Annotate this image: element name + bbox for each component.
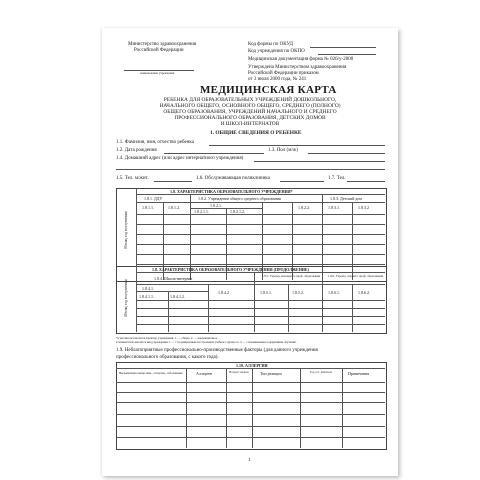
table-1-8-row-line <box>136 224 385 225</box>
col-1-8-5: 1.8.5. Учрежд. начального проф. образования <box>262 274 320 278</box>
section1-heading: 1. ОБЩИЕ СВЕДЕНИЯ О РЕБЕНКЕ <box>210 130 302 136</box>
col-1-8-2-1: 1.8.2.1. <box>210 203 222 208</box>
table-1-8-cont-row-line <box>136 272 385 273</box>
table-1-8-row-line <box>136 244 385 245</box>
table-1-8-cont-row-line <box>136 300 385 301</box>
field-phone-line <box>154 181 192 182</box>
col-1-8-2-1-1: 1.8.2.1.1. <box>194 209 209 214</box>
table-1-8-cont-col-line <box>322 272 323 332</box>
col-1-8-4-1-2: 1.8.4.1.2. <box>170 294 185 299</box>
col-1-8-2-1-2: 1.8.2.1.2. <box>230 209 245 214</box>
table-1-8-row-line <box>136 234 385 235</box>
okud-label: Код формы по ОКУД <box>248 42 293 47</box>
table-1-10-col-line <box>300 368 301 448</box>
table-1-10-row-line <box>116 382 385 383</box>
col-1-8-4-1-1: 1.8.4.1.1. <box>139 294 154 299</box>
title-sub1: РЕБЕНКА ДЛЯ ОБРАЗОВАТЕЛЬНЫХ УЧРЕЖДЕНИЙ ДОШКОЛЬНОГО, <box>163 97 337 103</box>
table-1-10-col-line <box>226 368 227 448</box>
col-notes: Примечания <box>348 371 370 376</box>
field-clinic-phone-label: 1.7. Тел. <box>328 176 346 181</box>
table-1-8-row-line <box>136 264 385 265</box>
table-1-8-cont-col-line <box>254 272 255 332</box>
col-1-8-6-2: 1.8.6.2. <box>358 290 370 295</box>
col-1-8-2: 1.8.2. Учреждение общего среднего образования <box>198 196 281 201</box>
institution-caption: наименование учреждения <box>140 71 175 75</box>
title-sub4: ПРОФЕССИОНАЛЬНОГО ОБРАЗОВАНИЯ, ДЕТСКИХ ДОМОВ <box>174 115 326 121</box>
document-title: МЕДИЦИНСКАЯ КАРТА <box>200 84 337 96</box>
approved-line1: Утверждена Министерством здравоохранения <box>248 65 347 70</box>
okud-line <box>310 47 376 48</box>
ministry-line2: Российской Федерации <box>134 48 184 53</box>
med-doc-label: Медицинская документация форма № 026/у-2000 <box>248 57 354 62</box>
approved-line2: Российской Федерации приказом <box>248 71 319 76</box>
col-1-8-1-1: 1.8.1.1. <box>142 205 154 210</box>
col-1-8-3: 1.8.3. Детский дом <box>330 196 362 201</box>
table-1-10-col-line <box>342 368 343 448</box>
table-1-10-col-line <box>186 368 187 448</box>
document-page <box>102 28 398 476</box>
col-1-8-1-2: 1.8.1.2. <box>168 205 180 210</box>
field-fullname-line <box>209 145 385 146</box>
table-1-8-row-line <box>136 214 385 215</box>
field-clinic-phone-line <box>347 181 385 182</box>
field-sex-line <box>308 153 385 154</box>
ministry-line1: Министерство здравоохранения <box>128 42 197 47</box>
page-number: 1 <box>248 458 251 463</box>
field-address-line2 <box>116 169 385 170</box>
col-1-8-5-2: 1.8.5.2. <box>292 290 304 295</box>
col-1-8-2-2: 1.8.2.2. <box>298 205 310 210</box>
col-reaction-type: Тип реакции <box>260 371 282 376</box>
table-1-10-heading: 1.10. АЛЛЕРГИЯ <box>236 363 268 368</box>
col-onset-age: Возраст начала <box>229 370 249 374</box>
table-1-8-cont-row-line <box>136 284 385 285</box>
table-1-10-col-line <box>252 368 253 448</box>
okpo-label: Код учреждения по ОКПО <box>248 49 305 54</box>
col-1-8-4-2: 1.8.4.2 <box>218 290 229 295</box>
col-1-8-4-1: 1.8.4.1. <box>142 286 154 291</box>
okpo-line <box>318 54 376 55</box>
table-1-8-cont-row-line <box>136 291 208 292</box>
field-clinic-label: 1.6. Обслуживающая поликлиника <box>196 176 270 181</box>
table-1-8-side-label: Месяц, год поступления <box>124 211 128 249</box>
table-1-8-cont-row-line <box>136 324 385 325</box>
table-1-8-cont-side-divider <box>136 266 137 332</box>
table-1-8-cont-side-label: Месяц, год поступления <box>124 279 128 317</box>
table-1-10-row-line <box>116 437 385 438</box>
section-1-9-line1: 1.9. Неблагоприятные профессионально-производственные факторы (для данного учреждения <box>116 348 318 353</box>
field-sex-label: 1.3. Пол (м/ж) <box>268 148 298 153</box>
section-1-9-line2: профессионального образования, с какого года). <box>116 355 219 360</box>
table-1-8-cont-row-line <box>136 316 385 317</box>
col-1-8-1: 1.8.1. ДДУ <box>144 196 163 201</box>
table-1-10-row-line <box>116 392 385 393</box>
field-address-line <box>254 161 385 162</box>
title-sub2: НАЧАЛЬНОГО ОБЩЕГО, ОСНОВНОГО ОБЩЕГО, СРЕДНЕГО (ПОЛНОГО) <box>159 103 341 109</box>
footnote-1: *в числителе вносится характер учреждения: 1. — общее, 2. — коррекционное. <box>116 336 218 340</box>
table-1-10-row-line <box>116 368 385 369</box>
field-address-label: 1.4. Домашний адрес (или адрес интернатного учреждения) <box>116 156 244 161</box>
col-1-8-6: 1.8.6. Учрежд. среднего проф. образования <box>328 274 383 278</box>
table-1-10-row-line <box>116 414 385 415</box>
approved-line3: от 3 июля 2000 года, № 241 <box>248 77 307 82</box>
field-clinic-line <box>280 181 324 182</box>
col-diagnosis-year: Год уст. диагноза <box>310 370 332 374</box>
table-1-8-cont-col-line <box>168 291 169 332</box>
col-1-8-3-2: 1.8.3.2 <box>358 205 369 210</box>
col-1-8-6-1: 1.8.6.1. <box>328 290 340 295</box>
table-1-8-row-line <box>136 194 385 195</box>
table-1-8-row-line <box>136 202 385 203</box>
table-1-8-cont-row-line <box>136 308 385 309</box>
table-1-10-row-line <box>116 402 385 403</box>
col-allergy-cause: Вызывающая лекарствен., аллерген., заболевание <box>119 371 183 375</box>
title-sub5: И ШКОЛ-ИНТЕРНАТОВ <box>220 121 280 127</box>
col-1-8-4: 1.8.4. Школа-интернат <box>154 276 193 281</box>
field-fullname-label: 1.1. Фамилия, имя, отчество ребенка <box>116 140 194 145</box>
field-phone-label: 1.5. Тел. м/жит. <box>116 176 149 181</box>
table-1-10-row-line <box>116 426 385 427</box>
table-1-8-heading: 1.8. ХАРАКТЕРИСТИКА ОБРАЗОВАТЕЛЬНОГО УЧРЕЖДЕНИЯ* <box>170 189 293 194</box>
field-birthdate-line <box>164 153 264 154</box>
title-sub3: ОБЩЕГО ОБРАЗОВАНИЯ, УЧРЕЖДЕНИЙ НАЧАЛЬНОГО И СРЕДНЕГО <box>163 109 337 115</box>
col-1-8-3-1: 1.8.3.1. <box>328 205 340 210</box>
table-1-8-cont-heading: 1.8. ХАРАКТЕРИСТИКА ОБРАЗОВАТЕЛЬНОГО УЧРЕЖДЕНИЯ (ПРОДОЛЖЕНИЕ) <box>152 267 309 272</box>
table-1-8-row-line <box>136 254 385 255</box>
footnote-2: в знаменателе вносится вид учреждения: 1 — с традиционным построением учебного процесса, 2 — с повышенным содержанием обучения. <box>116 340 297 344</box>
col-allergen: Аллерген <box>196 371 213 376</box>
col-1-8-5-1: 1.8.5.1. <box>260 290 272 295</box>
field-birthdate-label: 1.2. Дата рождения <box>116 148 157 153</box>
